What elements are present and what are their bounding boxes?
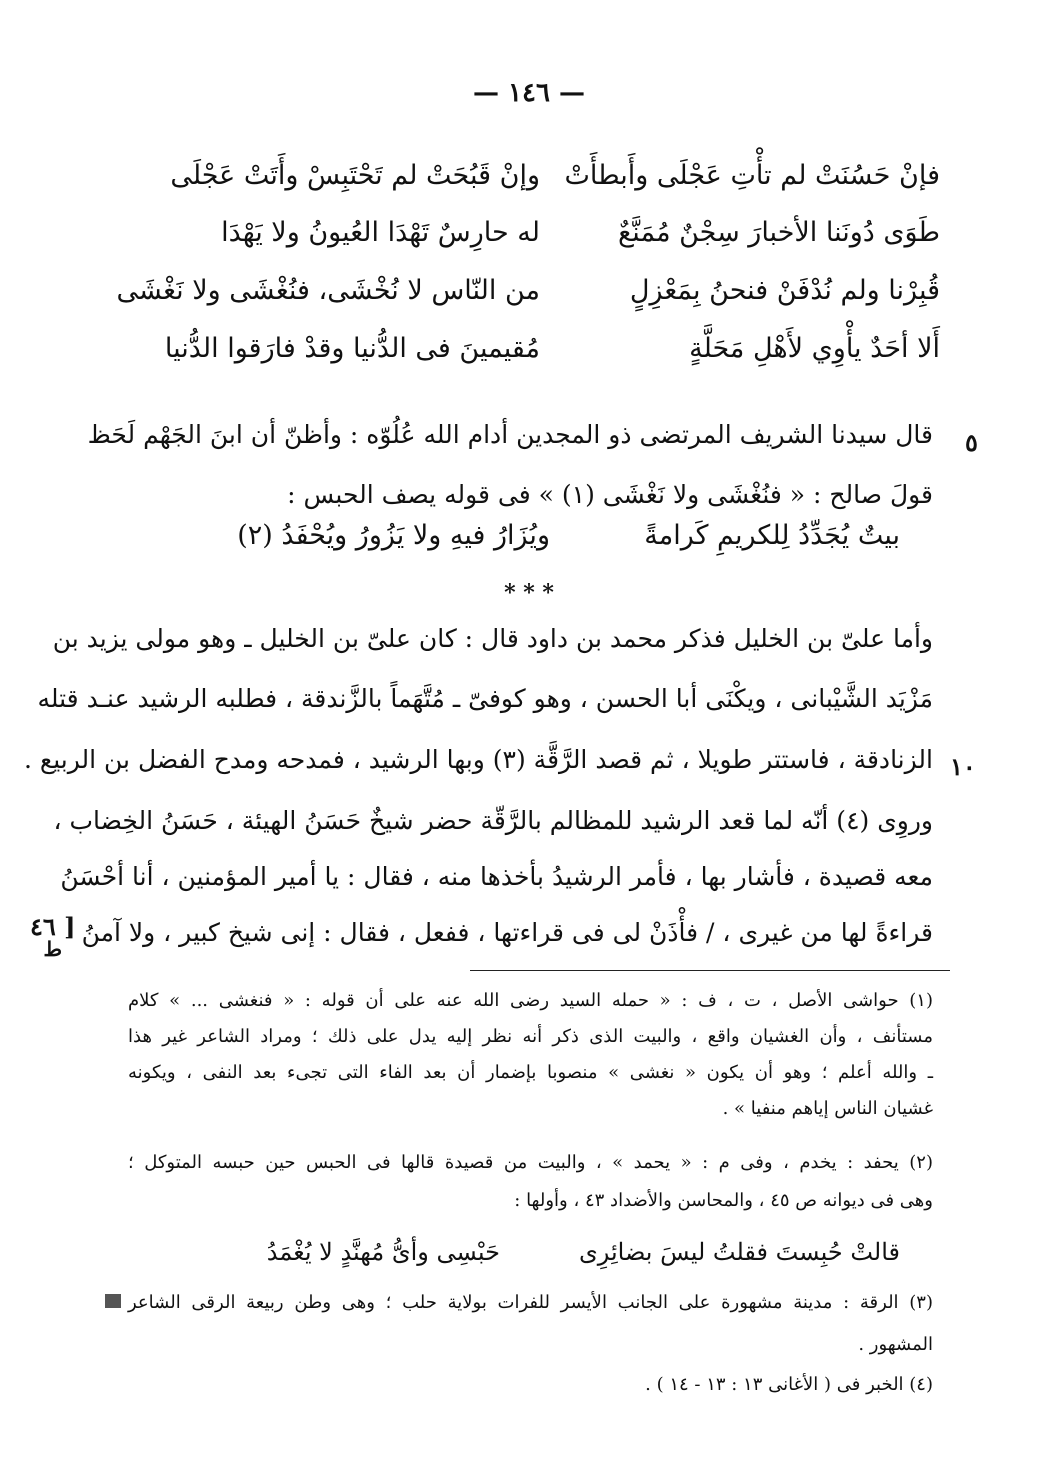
footnote-rule bbox=[470, 970, 950, 971]
poem-verse bbox=[170, 160, 940, 220]
text-line: وروِى (٤) أنّه لما قعد الرشيد للمظالم بالرَّقّة حضر شيخٌ حَسَنُ الهيئة ، حَسَنُ الخِضاب ، bbox=[53, 806, 933, 835]
verse-first-hemistich: قالتْ حُبِستَ فقلتُ ليسَ بضائِرِى bbox=[578, 1238, 900, 1266]
verse-second-hemistich: وإنْ قَبُحَتْ لم تَحْتَبِسْ وأَتَتْ عَجْلَى bbox=[170, 160, 540, 191]
text-line: معه قصيدة ، فأشار بها ، فأمر الرشيدُ بأخذها منه ، فقال : يا أمير المؤمنين ، أنا أحْسَنُ bbox=[60, 862, 933, 891]
footnote-line: (١) حواشى الأصل ، ت ، ف : « حمله السيد رضى الله عنه على أن قوله : « فنغشى ... » كلام bbox=[128, 990, 933, 1011]
verse-second-hemistich: له حارِسٌ تَهْدَا العُيونُ ولا يَهْدَا bbox=[221, 217, 540, 248]
text-line: وأما علىّ بن الخليل فذكر محمد بن داود قال : كان علىّ بن الخليل ـ وهو مولى يزيد بن bbox=[52, 624, 933, 653]
footnote-line: وهى فى ديوانه ص ٤٥ ، والمحاسن والأضداد ٤٣ ، وأولها : bbox=[514, 1190, 933, 1211]
verse-first-hemistich: أَلا أحَدٌ يأْوِي لأَهْلِ مَحَلَّةٍ bbox=[689, 333, 940, 364]
section-separator: * * * bbox=[504, 580, 554, 606]
margin-ref-number: [ ٤٦ bbox=[30, 912, 76, 941]
verse-first-hemistich: قُبِرْنا ولم نُدْفَنْ فنحنُ بِمَعْزِلٍ bbox=[629, 275, 940, 306]
verse-first-hemistich: فإنْ حَسُنَتْ لم تأْتِ عَجْلَى وأَبطأَتْ bbox=[564, 160, 940, 191]
verse-second-hemistich: حَبْسِى وأىُّ مُهنَّدٍ لا يُغْمَدُ bbox=[266, 1238, 500, 1266]
poem-verse bbox=[164, 333, 940, 393]
text-line: قال سيدنا الشريف المرتضى ذو المجدين أدام الله عُلُوّه : وأظنّ أن ابنَ الجَهْم لَحَظ bbox=[87, 420, 933, 449]
margin-ref-siglum: ط bbox=[43, 937, 62, 961]
verse-second-hemistich: مُقيمينَ فى الدُّنيا وقدْ فارَقوا الدُّنيا bbox=[164, 333, 540, 364]
verse-second-hemistich: من النّاس لا نُخْشَى، فنُغْشَى ولا نَغْشَى bbox=[116, 275, 540, 306]
footnote-line: المشهور . bbox=[858, 1334, 933, 1355]
verse-first-hemistich: بيتٌ يُجَدِّدُ لِلكريمِ كَرامةً bbox=[644, 520, 900, 551]
text-line: مَزْيَد الشَّيْبانى ، ويكْنَى أبا الحسن ، وهو كوفىّ ـ مُتَّهَماً بالزَّندقة ، فطلبه الرشيد عنـد قتله bbox=[37, 684, 933, 713]
footnote-line: (٢) يحفد : يخدم ، وفى م : « يحمد » ، والبيت من قصيدة قالها فى الحبس حين حبسه المتوكل ؛ bbox=[128, 1152, 933, 1173]
text-line: قراءةً لها من غيرى ، / فأْذَنْ لى فى قراءتها ، ففعل ، فقال : إنى شيخ كبير ، ولا آمنُ bbox=[81, 918, 933, 947]
footnote-line: مستأنف ، وأن الغشيان واقع ، والبيت الذى ذكر أنه نظر إليه يدل على ذلك ؛ ومراد الشاعر غير هذا bbox=[128, 1026, 933, 1047]
margin-page-reference bbox=[30, 912, 76, 961]
quoted-verse bbox=[200, 520, 900, 580]
poem-verse bbox=[116, 275, 940, 335]
text-line: قولَ صالح : « فنُغْشَى ولا نَغْشَى (١) » فى قوله يصف الحبس : bbox=[287, 480, 933, 509]
verse-first-hemistich: طَوَى دُونَنا الأخبارَ سِجْنٌ مُمَنَّعٌ bbox=[617, 217, 940, 248]
footnote-line: ـ والله أعلم ؛ وهو أن يكون « نغشى » منصوبا بإضمار أن بعد الفاء التى تجىء بعد النفى ، ويكونه bbox=[128, 1062, 933, 1083]
footnote-line: (٣) الرقة : مدينة مشهورة على الجانب الأيسر للفرات بولاية حلب ؛ وهى وطن ربيعة الرقى الشاعر bbox=[128, 1292, 933, 1313]
text-line: الزنادقة ، فاستتر طويلا ، ثم قصد الرَّقَّة (٣) وبها الرشيد ، فمدحه ومدح الفضل بن الربيع . bbox=[24, 745, 933, 774]
footnote-verse bbox=[160, 1238, 900, 1278]
page-number: — ١٤٦ — bbox=[472, 78, 586, 108]
scan-edge-mark bbox=[105, 1294, 121, 1308]
footnote-line: (٤) الخبر فى ( الأغانى ١٣ : ١٣ - ١٤ ) . bbox=[645, 1374, 933, 1395]
verse-second-hemistich: ويُزَارُ فيهِ ولا يَزُورُ ويُحْفَدُ (٢) bbox=[237, 520, 550, 551]
line-number: ٥ bbox=[965, 428, 978, 457]
footnote-line: غشيان الناس إياهم منفيا » . bbox=[722, 1098, 933, 1119]
poem-verse bbox=[170, 217, 940, 277]
line-number: ١٠ bbox=[950, 752, 976, 781]
